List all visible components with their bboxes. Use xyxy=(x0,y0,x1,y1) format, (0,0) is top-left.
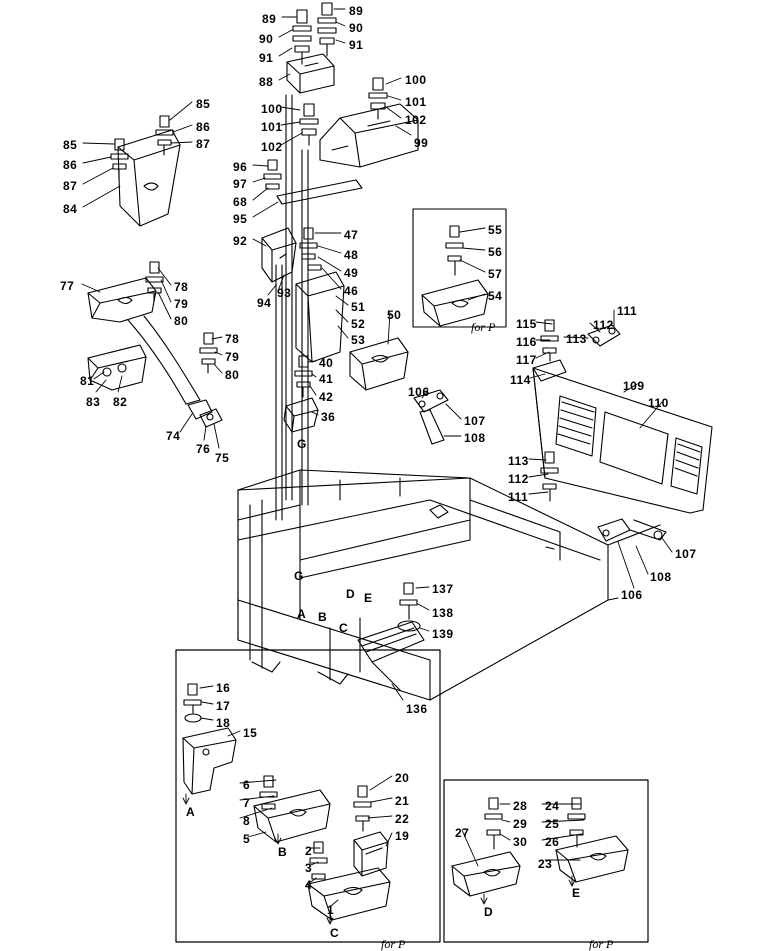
callout-26: 26 xyxy=(545,835,560,849)
callout-80-lower: 80 xyxy=(225,368,240,382)
part-88-bracket xyxy=(287,54,334,93)
part-15-bracket xyxy=(183,728,236,794)
callout-136: 136 xyxy=(406,702,428,716)
callout-29: 29 xyxy=(513,817,528,831)
callout-42: 42 xyxy=(319,390,334,404)
callout-48: 48 xyxy=(344,248,359,262)
group-arrows xyxy=(183,794,575,924)
fastener-stack-96-97-68 xyxy=(264,160,281,189)
callout-28: 28 xyxy=(513,799,528,813)
callout-78-lower: 78 xyxy=(225,332,240,346)
part-1-plate xyxy=(308,868,390,920)
callout-5: 5 xyxy=(243,832,251,846)
callout-92: 92 xyxy=(233,234,248,248)
callout-20: 20 xyxy=(395,771,410,785)
part-92-94-lever xyxy=(262,228,296,282)
callout-111-lower: 111 xyxy=(508,490,529,504)
callout-101-upper: 101 xyxy=(405,95,427,109)
callout-106-left: 106 xyxy=(408,385,430,399)
callout-110: 110 xyxy=(648,396,669,410)
fastener-stack-100-102-left xyxy=(300,104,318,145)
callout-74: 74 xyxy=(166,429,181,443)
callout-6: 6 xyxy=(243,778,251,792)
callout-97: 97 xyxy=(233,177,248,191)
part-136-rail xyxy=(358,622,424,690)
part-106-108-link-right xyxy=(598,519,666,541)
fastener-stack-78-80-left xyxy=(146,262,163,302)
callout-137: 137 xyxy=(432,582,454,596)
group-letter-c-inset: C xyxy=(330,926,339,940)
group-letter-b-inset: B xyxy=(278,845,287,859)
part-5-plate xyxy=(254,790,330,842)
callout-89-left: 89 xyxy=(262,12,277,26)
callout-114: 114 xyxy=(510,373,531,387)
callout-81: 81 xyxy=(80,374,95,388)
callout-117: 117 xyxy=(516,353,537,367)
group-letter-d-frame: D xyxy=(346,587,355,601)
callout-91-left: 91 xyxy=(259,51,274,65)
part-99-cover xyxy=(320,104,418,167)
fastener-stack-100-102-right xyxy=(369,78,387,119)
callout-86-lower: 86 xyxy=(63,158,78,172)
callout-109: 109 xyxy=(623,379,645,393)
group-letter-b-frame: B xyxy=(318,610,327,624)
callout-96: 96 xyxy=(233,160,248,174)
part-95-98-rod xyxy=(277,180,362,204)
fastener-stack-111-113-lower xyxy=(541,452,558,501)
group-letter-d-inset: D xyxy=(484,905,493,919)
callout-90-left: 90 xyxy=(259,32,274,46)
callout-1: 1 xyxy=(327,903,335,917)
callout-52: 52 xyxy=(351,317,366,331)
callout-83: 83 xyxy=(86,395,101,409)
callout-3: 3 xyxy=(305,861,313,875)
part-27-plate-D xyxy=(452,852,520,896)
callout-85-lower: 85 xyxy=(63,138,78,152)
callout-107-left: 107 xyxy=(464,414,486,428)
part-81-bracket xyxy=(88,345,146,390)
callout-113-upper: 113 xyxy=(566,332,587,346)
group-letter-e-frame: E xyxy=(364,591,373,605)
callout-113-lower: 113 xyxy=(508,454,529,468)
callout-19: 19 xyxy=(395,829,410,843)
callout-85-upper: 85 xyxy=(196,97,211,111)
callout-80-upper: 80 xyxy=(174,314,189,328)
callout-55: 55 xyxy=(488,223,503,237)
callout-51: 51 xyxy=(351,300,366,314)
callout-57: 57 xyxy=(488,267,503,281)
callout-89-right: 89 xyxy=(349,4,364,18)
group-letter-a-inset: A xyxy=(186,805,195,819)
callout-53: 53 xyxy=(351,333,366,347)
control-rod-column xyxy=(276,95,308,520)
fastener-stack-137-139 xyxy=(398,583,420,631)
callout-107-right: 107 xyxy=(675,547,697,561)
callout-47: 47 xyxy=(344,228,359,242)
callout-94: 94 xyxy=(257,296,272,310)
callout-46: 46 xyxy=(344,284,359,298)
callout-68: 68 xyxy=(233,195,248,209)
fastener-stack-89-91-right xyxy=(318,3,336,56)
callout-102-lower: 102 xyxy=(261,140,283,154)
fastener-stack-24-26 xyxy=(568,798,585,847)
callout-41: 41 xyxy=(319,372,334,386)
callout-100-lower: 100 xyxy=(261,102,283,116)
zone-label-for-p-lower-left: for P xyxy=(381,937,406,951)
callout-108-right: 108 xyxy=(650,570,672,584)
callout-23: 23 xyxy=(538,857,553,871)
group-letter-c-frame: C xyxy=(339,621,348,635)
callout-17: 17 xyxy=(216,699,231,713)
callout-76: 76 xyxy=(196,442,211,456)
callout-79-lower: 79 xyxy=(225,350,240,364)
callout-4: 4 xyxy=(305,878,313,892)
callout-82: 82 xyxy=(113,395,128,409)
callout-87-upper: 87 xyxy=(196,137,211,151)
fastener-stack-20-22 xyxy=(354,786,371,831)
callout-30: 30 xyxy=(513,835,528,849)
callout-88: 88 xyxy=(259,75,274,89)
fastener-stack-16-18 xyxy=(184,684,201,722)
callout-139: 139 xyxy=(432,627,454,641)
callout-78-upper: 78 xyxy=(174,280,189,294)
fastener-stack-28-30 xyxy=(485,798,502,849)
callout-50: 50 xyxy=(387,308,402,322)
callout-8: 8 xyxy=(243,814,251,828)
callout-24: 24 xyxy=(545,799,560,813)
callout-116: 116 xyxy=(516,335,537,349)
callout-93: 93 xyxy=(277,286,292,300)
part-36-clip xyxy=(284,398,318,432)
fastener-stack-85-87-right xyxy=(156,116,173,155)
callout-7: 7 xyxy=(243,796,251,810)
group-letter-g-upper: G xyxy=(297,437,307,451)
callout-22: 22 xyxy=(395,812,410,826)
callout-101-lower: 101 xyxy=(261,120,283,134)
callout-79-upper: 79 xyxy=(174,297,189,311)
part-23-plate-E xyxy=(556,836,628,882)
callout-91-right: 91 xyxy=(349,38,364,52)
callout-86-upper: 86 xyxy=(196,120,211,134)
callout-25: 25 xyxy=(545,817,560,831)
callout-108-left: 108 xyxy=(464,431,486,445)
callout-36: 36 xyxy=(321,410,336,424)
callout-84: 84 xyxy=(63,202,78,216)
callout-16: 16 xyxy=(216,681,231,695)
callout-18: 18 xyxy=(216,716,231,730)
part-51-53-plate xyxy=(296,272,344,362)
fastener-stack-78-80-right xyxy=(200,333,217,373)
callout-111-upper: 111 xyxy=(617,304,638,318)
callout-112-upper: 112 xyxy=(593,318,614,332)
zone-label-for-p-upper-right: for P xyxy=(471,320,496,334)
callout-115: 115 xyxy=(516,317,537,331)
zone-label-for-p-lower-right: for P xyxy=(589,937,614,951)
callout-95: 95 xyxy=(233,212,248,226)
fastener-stack-47-49 xyxy=(300,228,321,270)
group-letter-a-frame: A xyxy=(297,607,306,621)
callout-21: 21 xyxy=(395,794,410,808)
callout-106-right: 106 xyxy=(621,588,643,602)
callout-27: 27 xyxy=(455,826,470,840)
callout-138: 138 xyxy=(432,606,454,620)
callout-100-upper: 100 xyxy=(405,73,427,87)
callout-49: 49 xyxy=(344,266,359,280)
fastener-stack-89-91-left xyxy=(293,10,311,64)
callout-87-lower: 87 xyxy=(63,179,78,193)
callout-75: 75 xyxy=(215,451,230,465)
callout-54: 54 xyxy=(488,289,503,303)
callout-2: 2 xyxy=(305,844,313,858)
callout-99: 99 xyxy=(414,136,429,150)
group-letter-e-inset: E xyxy=(572,886,581,900)
callout-77: 77 xyxy=(60,279,75,293)
callout-102-upper: 102 xyxy=(405,113,427,127)
part-114-117-bracket xyxy=(533,360,566,381)
fastener-stack-55-57 xyxy=(446,226,463,275)
callout-56: 56 xyxy=(488,245,503,259)
callout-112-lower: 112 xyxy=(508,472,529,486)
group-letter-g-lower: G xyxy=(294,569,304,583)
callout-40: 40 xyxy=(319,356,334,370)
callout-90-right: 90 xyxy=(349,21,364,35)
callout-15: 15 xyxy=(243,726,258,740)
part-74-76-75-link xyxy=(188,400,222,427)
